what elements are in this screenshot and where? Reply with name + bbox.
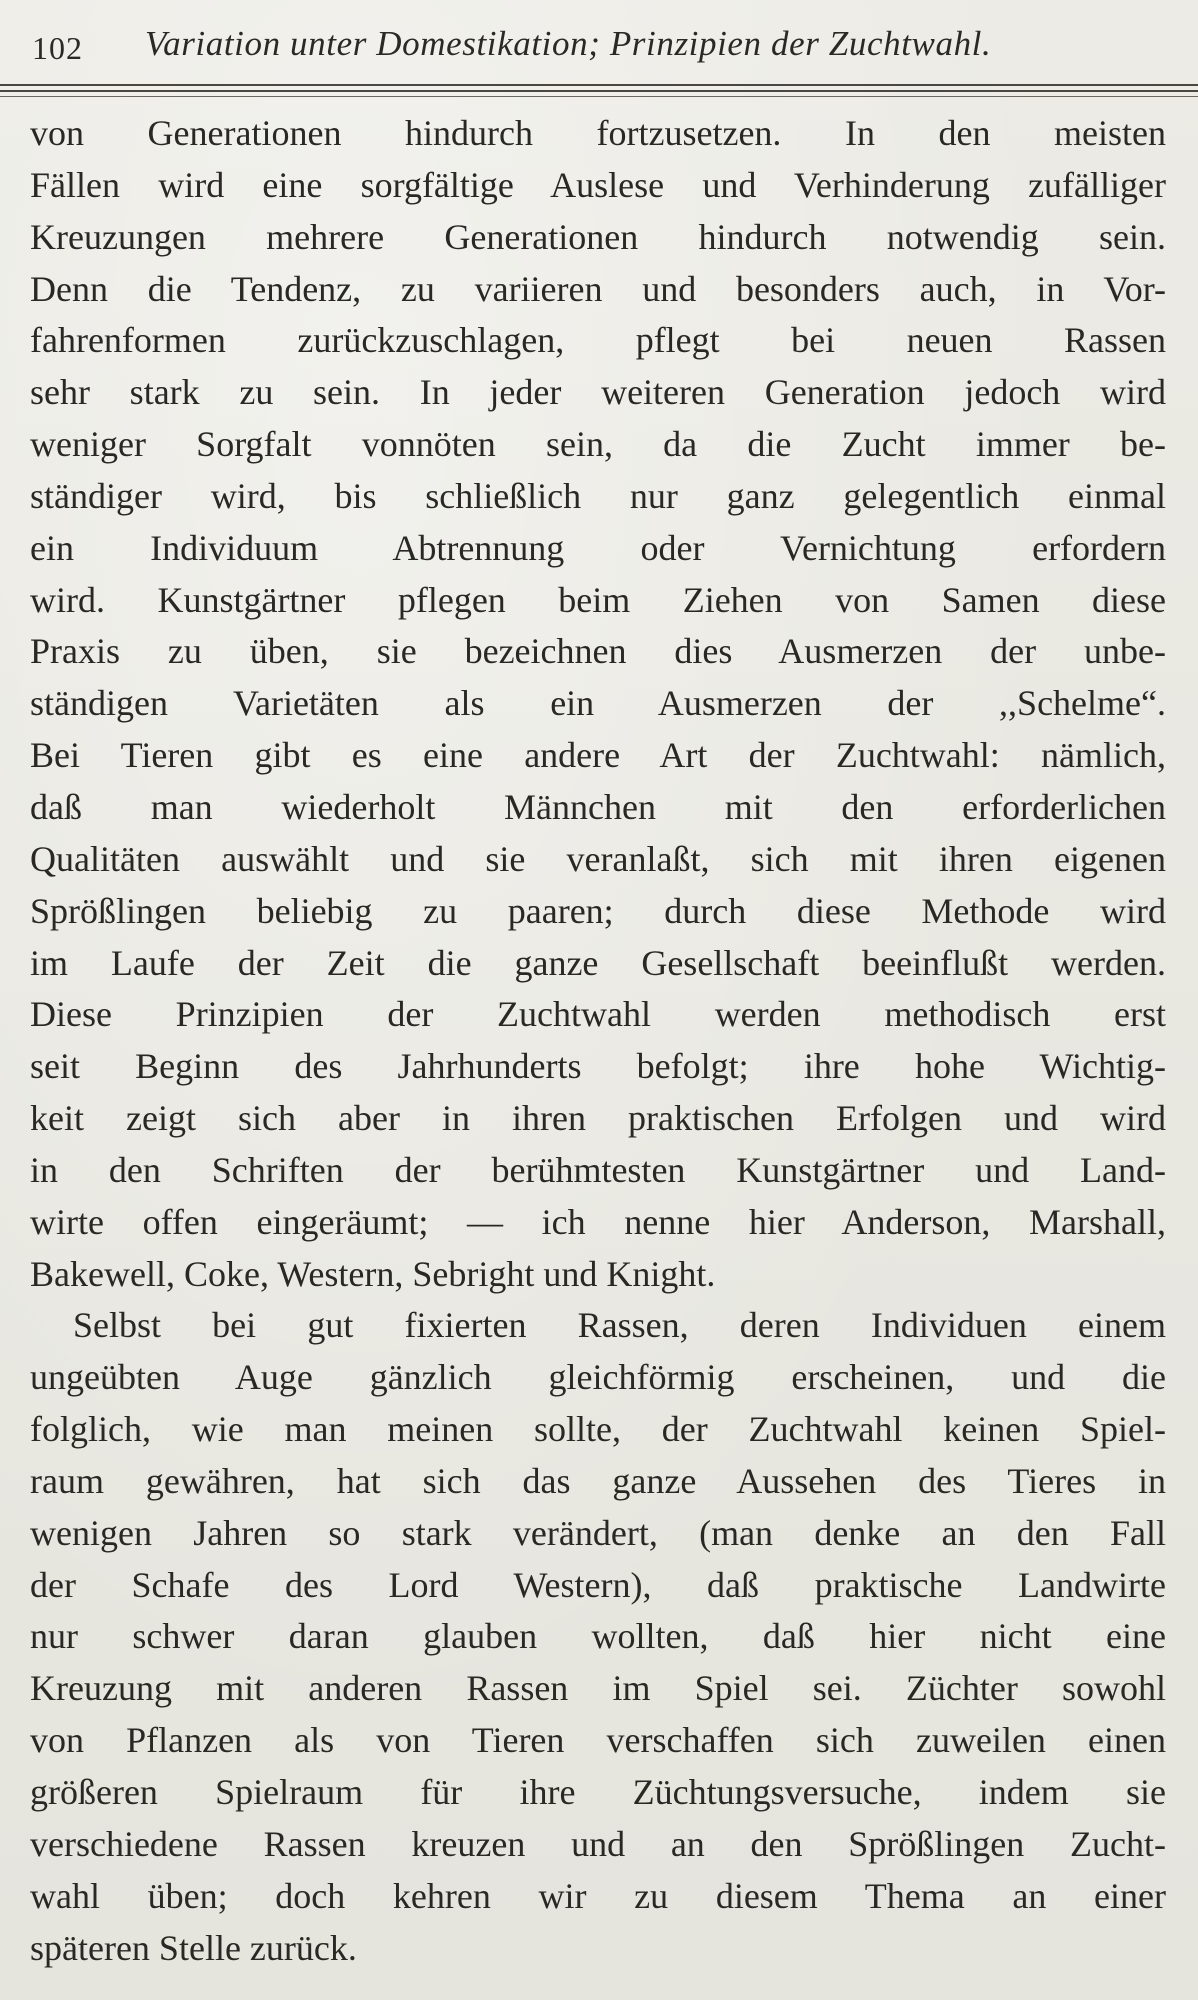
text-line: nur schwer daran glauben wollten, daß hier nicht eine <box>30 1616 1166 1657</box>
text-line: wirte offen eingeräumt; — ich nenne hier Anderson, Marshall, <box>30 1201 1166 1242</box>
text-line: wenigen Jahren so stark verändert, (man denke an den Fall <box>30 1512 1166 1553</box>
text-line: Selbst bei gut fixierten Rassen, deren Individuen einem <box>73 1305 1166 1346</box>
text-line: in den Schriften der berühmtesten Kunstgärtner und Land- <box>30 1149 1166 1190</box>
running-title: Variation unter Domestikation; Prinzipien der Zuchtwahl. <box>145 24 992 63</box>
paragraph-1 <box>30 108 1166 1300</box>
body-text <box>30 108 1166 1974</box>
text-line: ständiger wird, bis schließlich nur ganz gelegentlich einmal <box>30 475 1166 516</box>
text-line: größeren Spielraum für ihre Züchtungsversuche, indem sie <box>30 1772 1166 1812</box>
text-line: verschiedene Rassen kreuzen und an den Sprößlingen Zucht- <box>30 1823 1166 1864</box>
text-line: ständigen Varietäten als ein Ausmerzen der ,,Schelme“. <box>30 683 1166 724</box>
text-line: Sprößlingen beliebig zu paaren; durch diese Methode wird <box>30 890 1166 931</box>
text-line: von Pflanzen als von Tieren verschaffen sich zuweilen einen <box>30 1720 1166 1761</box>
text-line: folglich, wie man meinen sollte, der Zuchtwahl keinen Spiel- <box>30 1409 1166 1450</box>
text-line: der Schafe des Lord Western), daß praktische Landwirte <box>30 1564 1166 1605</box>
header-rule-bottom <box>0 96 1198 97</box>
text-line: im Laufe der Zeit die ganze Gesellschaft beeinflußt werden. <box>30 942 1166 983</box>
page-header <box>30 0 1166 78</box>
text-line: weniger Sorgfalt vonnöten sein, da die Zucht immer be- <box>30 424 1166 465</box>
text-line: daß man wiederholt Männchen mit den erforderlichen <box>30 786 1166 827</box>
text-line: fahrenformen zurückzuschlagen, pflegt bei neuen Rassen <box>30 320 1166 361</box>
text-line: keit zeigt sich aber in ihren praktischen Erfolgen und wird <box>30 1098 1166 1139</box>
text-line: Kreuzungen mehrere Generationen hindurch notwendig sein. <box>30 216 1166 257</box>
text-line: Denn die Tendenz, zu variieren und besonders auch, in Vor- <box>30 268 1166 309</box>
text-line: wird. Kunstgärtner pflegen beim Ziehen von Samen diese <box>30 579 1166 620</box>
header-rule-top <box>0 84 1198 86</box>
text-line: seit Beginn des Jahrhunderts befolgt; ihre hohe Wichtig- <box>30 1046 1166 1087</box>
text-line: Qualitäten auswählt und sie veranlaßt, sich mit ihren eigenen <box>30 838 1166 879</box>
text-line: Diese Prinzipien der Zuchtwahl werden methodisch erst <box>30 994 1166 1035</box>
header-rule-middle <box>0 90 1198 92</box>
text-line: späteren Stelle zurück. <box>30 1927 357 1968</box>
text-line: ungeübten Auge gänzlich gleichförmig erscheinen, und die <box>30 1357 1166 1398</box>
text-line: von Generationen hindurch fortzusetzen. In den meisten <box>30 113 1166 153</box>
text-line: Praxis zu üben, sie bezeichnen dies Ausmerzen der unbe- <box>30 631 1166 672</box>
text-line: raum gewähren, hat sich das ganze Aussehen des Tieres in <box>30 1460 1166 1501</box>
text-line: Fällen wird eine sorgfältige Auslese und Verhinderung zufälliger <box>30 164 1166 205</box>
text-line: sehr stark zu sein. In jeder weiteren Generation jedoch wird <box>30 372 1166 413</box>
page-number: 102 <box>32 30 83 66</box>
text-line: Kreuzung mit anderen Rassen im Spiel sei. Züchter sowohl <box>30 1668 1166 1709</box>
text-line: wahl üben; doch kehren wir zu diesem Thema an einer <box>30 1875 1166 1916</box>
text-line: Bei Tieren gibt es eine andere Art der Zuchtwahl: nämlich, <box>30 735 1166 776</box>
text-line: ein Individuum Abtrennung oder Vernichtung erfordern <box>30 527 1166 568</box>
paragraph-2 <box>30 1300 1166 1974</box>
text-line: Bakewell, Coke, Western, Sebright und Knight. <box>30 1253 716 1294</box>
